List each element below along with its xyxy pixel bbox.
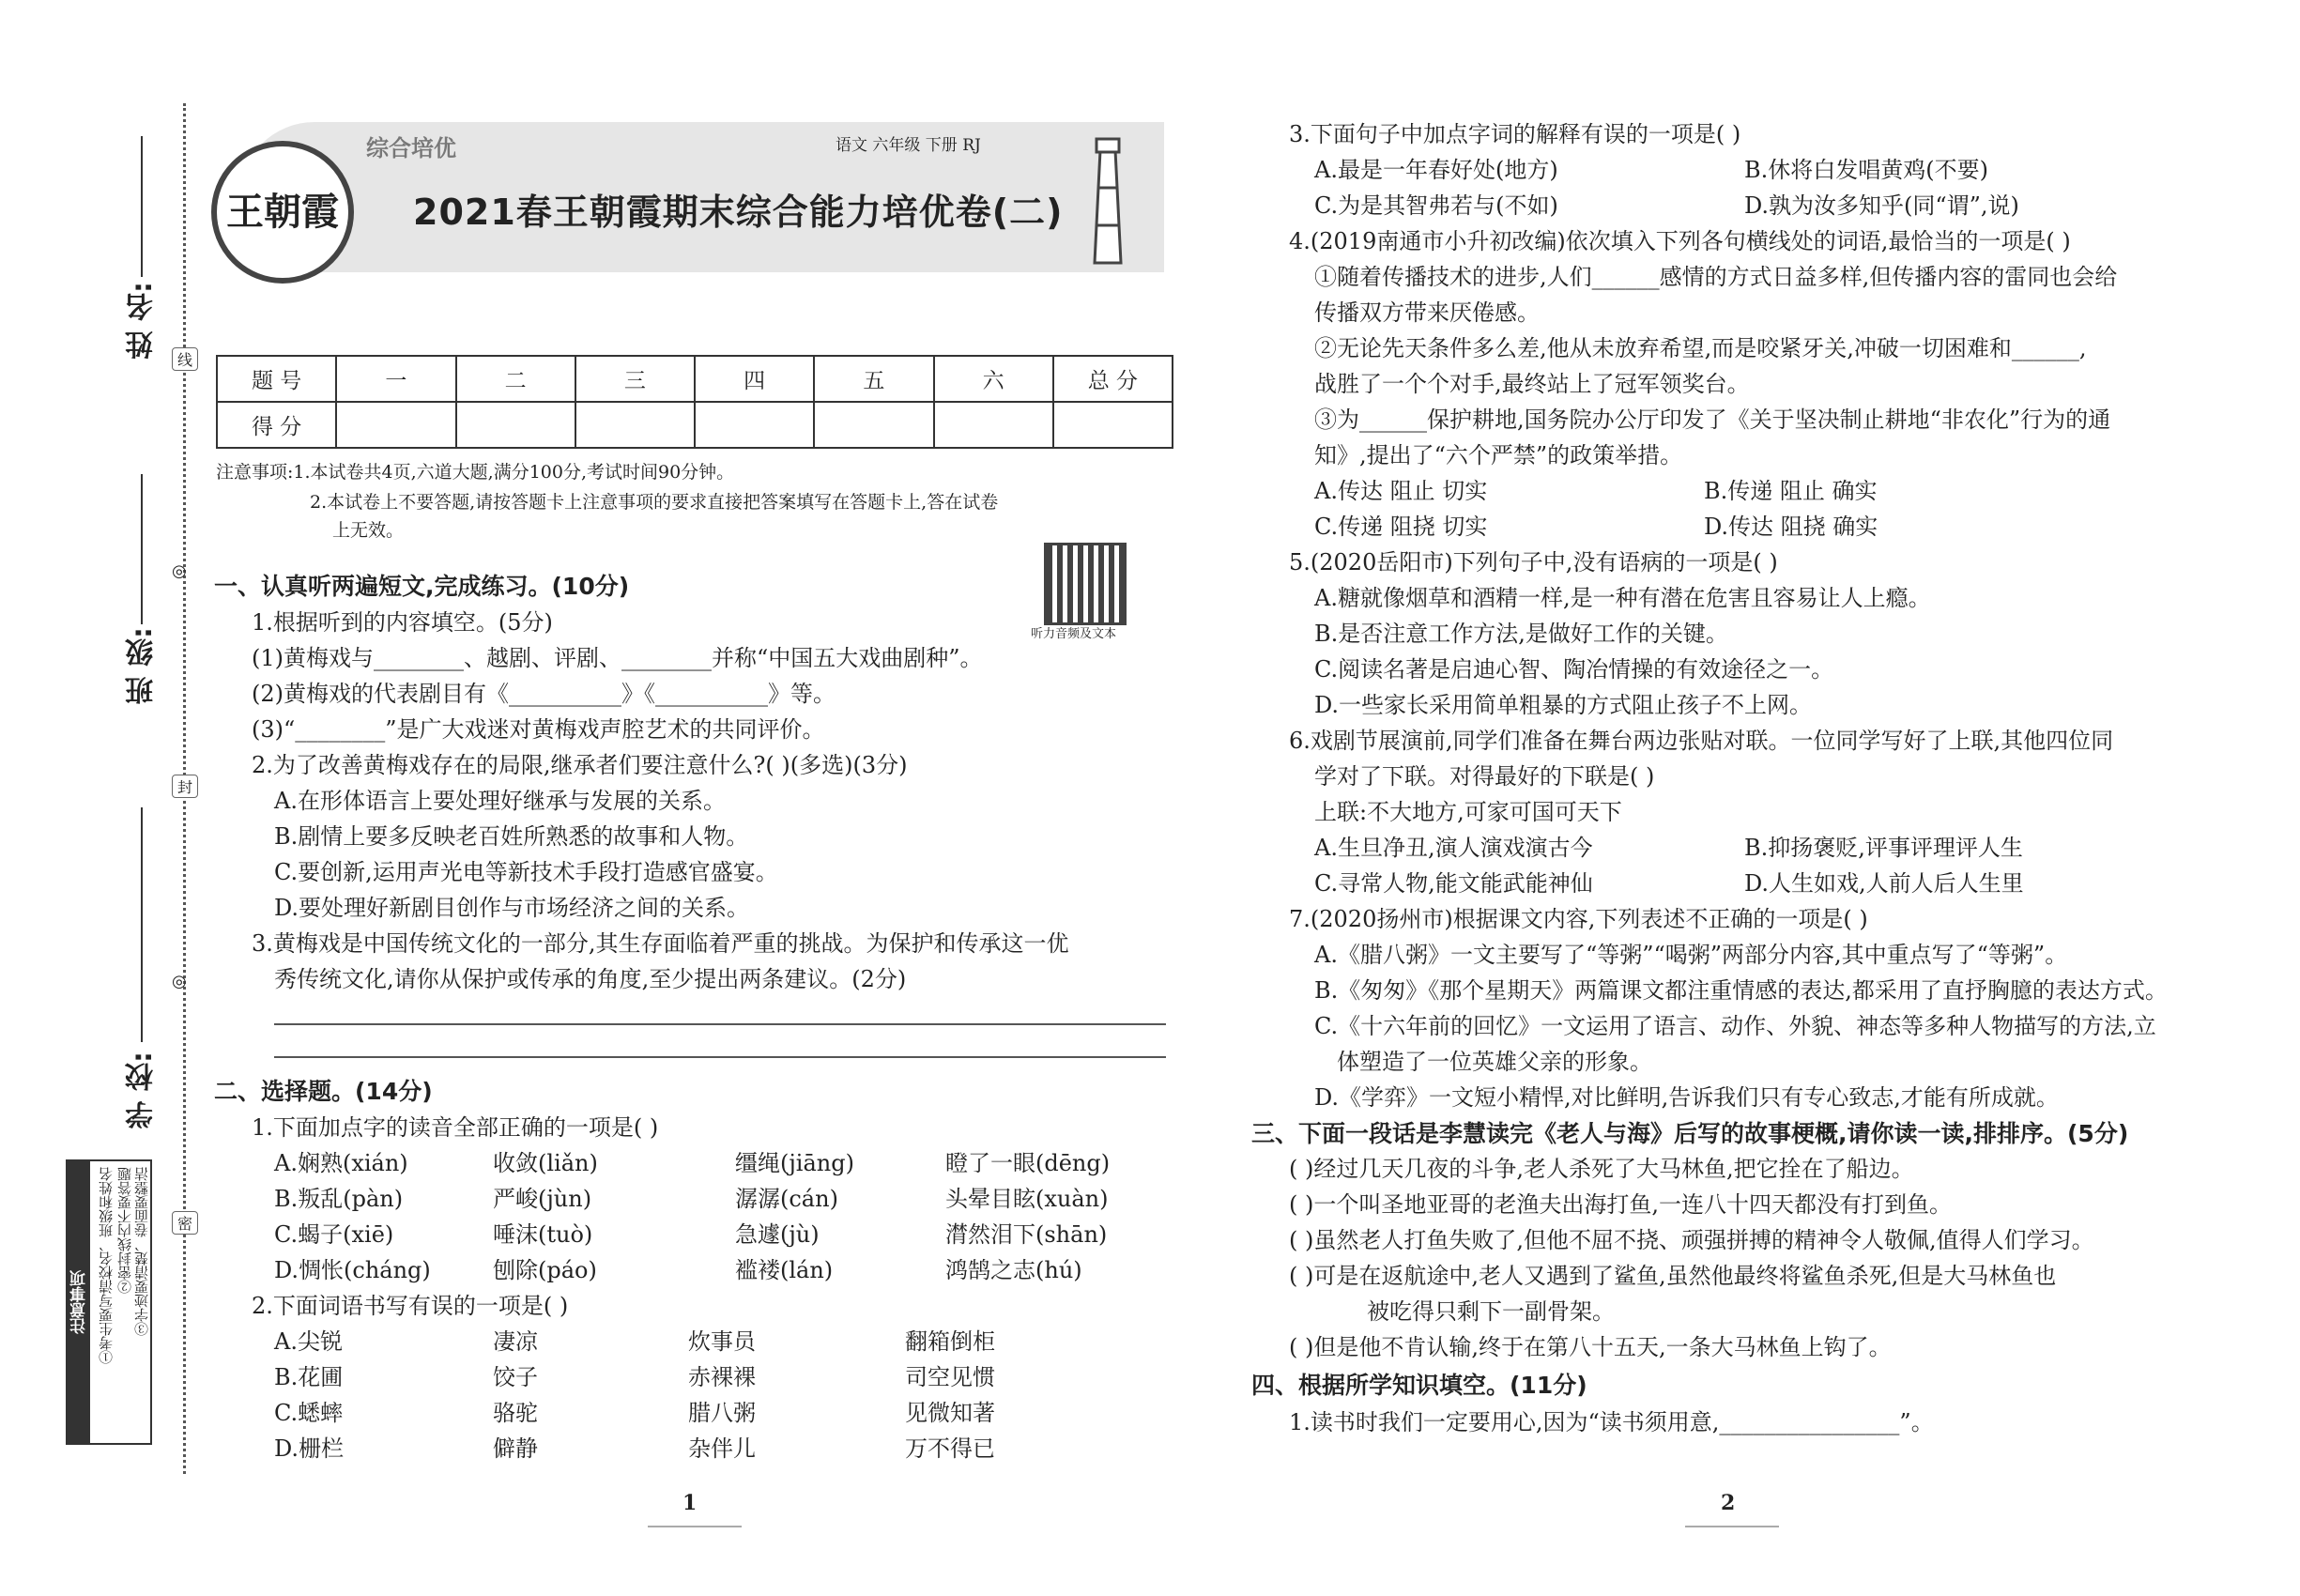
- score-input-cell[interactable]: [934, 402, 1053, 448]
- option-cell: C.寻常人物,能文能武能神仙: [1314, 870, 1593, 897]
- q6-upper-couplet: 上联:不大地方,可家可国可天下: [1314, 799, 1622, 825]
- option-cell: 瞪了一眼(dēng): [945, 1150, 1111, 1176]
- q5-option: B.是否注意工作方法,是做好工作的关键。: [1314, 621, 1728, 647]
- q6-line-2: 学对了下联。对得最好的下联是( ): [1314, 763, 1655, 790]
- score-input-cell[interactable]: [695, 402, 814, 448]
- option-cell: 见微知著: [905, 1400, 995, 1426]
- option-cell: 褴褛(lán): [735, 1257, 834, 1283]
- score-input-cell[interactable]: [814, 402, 933, 448]
- notes-line-1: 注意事项:1.本试卷共4页,六道大题,满分100分,考试时间90分钟。: [216, 462, 735, 483]
- section-2-title: 二、选择题。(14分): [214, 1078, 433, 1105]
- school-line[interactable]: [141, 807, 143, 1042]
- s1-q2-option: B.剧情上要多反映老百姓所熟悉的故事和人物。: [274, 823, 749, 850]
- option-cell: 翻箱倒柜: [905, 1328, 995, 1355]
- q5-option: C.阅读名著是启迪心智、陶冶情操的有效途径之一。: [1314, 656, 1834, 683]
- option-cell: D.栅栏: [274, 1435, 345, 1462]
- score-input-cell[interactable]: [1053, 402, 1173, 448]
- q5: 5.(2020岳阳市)下列句子中,没有语病的一项是( ): [1289, 549, 1778, 575]
- option-cell: 赤裸裸: [688, 1364, 756, 1390]
- option-cell: A.生旦净丑,演人演戏演古今: [1314, 835, 1593, 861]
- score-cell: 四: [695, 356, 814, 402]
- ordering-item-cont: 被吃得只剩下一副骨架。: [1367, 1298, 1615, 1325]
- q3: 3.下面句子中加点字词的解释有误的一项是( ): [1289, 121, 1741, 147]
- q7-option-cont: 体塑造了一位英雄父亲的形象。: [1337, 1049, 1652, 1075]
- notice-line: ①考生要写清校名、班级和姓名: [98, 1167, 115, 1364]
- notice-box: [66, 1159, 152, 1445]
- option-cell: D.孰为汝多知乎(同“谓”,说): [1744, 192, 2019, 219]
- score-table-score-row: [217, 402, 1173, 448]
- option-cell: B.花圃: [274, 1364, 344, 1390]
- section-3-title: 三、下面一段话是李慧读完《老人与海》后写的故事梗概,请你读一读,排排序。(5分): [1251, 1120, 2129, 1147]
- option-cell: D.人生如戏,人前人后人生里: [1744, 870, 2024, 897]
- qr-caption: 听力音频及文本: [1031, 627, 1117, 641]
- notes-line-2: 2.本试卷上不要答题,请按答题卡上注意事项的要求直接把答案填写在答题卡上,答在试卷: [310, 492, 999, 513]
- s1-q1-c: (3)“________”是广大戏迷对黄梅戏声腔艺术的共同评价。: [252, 716, 825, 743]
- class-line[interactable]: [141, 474, 143, 624]
- option-cell: 缰绳(jiāng): [735, 1150, 854, 1176]
- option-cell: C.蟋蟀: [274, 1400, 344, 1426]
- name-line[interactable]: [141, 136, 143, 277]
- binder-mark-secret: 密: [172, 1211, 198, 1235]
- page-number: 1: [682, 1491, 698, 1515]
- option-cell: A.传达 阻止 切实: [1314, 478, 1488, 504]
- option-cell: 头晕目眩(xuàn): [945, 1186, 1109, 1212]
- score-cell: 三: [575, 356, 695, 402]
- option-cell: 潺潺(cán): [735, 1186, 838, 1212]
- score-input-cell[interactable]: [456, 402, 575, 448]
- option-cell: A.最是一年春好处(地方): [1314, 157, 1558, 183]
- option-cell: 炊事员: [688, 1328, 756, 1355]
- option-cell: 唾沫(tuò): [493, 1221, 593, 1248]
- option-cell: C.传递 阻挠 切实: [1314, 514, 1488, 540]
- s1-q2-option: D.要处理好新剧目创作与市场经济之间的关系。: [274, 895, 750, 921]
- option-cell: 杂伴儿: [688, 1435, 756, 1462]
- section-tag: 综合培优: [366, 135, 456, 161]
- s1-q1-b: (2)黄梅戏的代表剧目有《__________》《__________》等。: [252, 681, 836, 707]
- option-cell: C.蝎子(xiē): [274, 1221, 394, 1248]
- option-cell: B.传递 阻止 确实: [1704, 478, 1878, 504]
- option-cell: 万不得已: [905, 1435, 995, 1462]
- s4-q1[interactable]: 1.读书时我们一定要用心,因为“读书须用意,________________”。: [1289, 1409, 1934, 1435]
- q5-option: A.糖就像烟草和酒精一样,是一种有潜在危害且容易让人上瘾。: [1314, 585, 1931, 611]
- school-label: 学 校:: [126, 1051, 159, 1129]
- ordering-item[interactable]: ( )但是他不肯认输,终于在第八十五天,一条大马林鱼上钩了。: [1289, 1334, 1892, 1360]
- score-cell: 总 分: [1053, 356, 1173, 402]
- paper-meta: 语文 六年级 下册 RJ: [836, 136, 981, 155]
- option-cell: 收敛(liǎn): [493, 1150, 598, 1176]
- q7-option: A.《腊八粥》一文主要写了“等粥”“喝粥”两部分内容,其中重点写了“等粥”。: [1314, 942, 2068, 968]
- binding-hole-icon: ◎: [172, 972, 187, 991]
- option-cell: B.休将白发唱黄鸡(不要): [1744, 157, 1988, 183]
- page-ornament: [648, 1526, 742, 1527]
- score-cell: 五: [814, 356, 933, 402]
- q4-sentence: 知》,提出了“六个严禁”的政策举措。: [1314, 442, 1683, 468]
- option-cell: 急遽(jù): [735, 1221, 820, 1248]
- ordering-item[interactable]: ( )经过几天几夜的斗争,老人杀死了大马林鱼,把它拴在了船边。: [1289, 1156, 1914, 1182]
- q7-option: B.《匆匆》《那个星期天》两篇课文都注重情感的表达,都采用了直抒胸臆的表达方式。: [1314, 977, 2168, 1004]
- notice-line: ②密封线内不要答题: [116, 1167, 133, 1294]
- lighthouse-icon: [1080, 131, 1136, 272]
- answer-line[interactable]: [274, 1056, 1166, 1058]
- option-cell: 僻静: [493, 1435, 538, 1462]
- binding-hole-icon: ◎: [172, 561, 187, 581]
- q7-option: C.《十六年前的回忆》一文运用了语言、动作、外貌、神态等多种人物描写的方法,立: [1314, 1013, 2156, 1039]
- option-cell: 饺子: [493, 1364, 538, 1390]
- q7-option: D.《学弈》一文短小精悍,对比鲜明,告诉我们只有专心致志,才能有所成就。: [1314, 1084, 2059, 1111]
- q6-line-1: 6.戏剧节展演前,同学们准备在舞台两边张贴对联。一位同学写好了上联,其他四位同: [1289, 728, 2114, 754]
- s1-q1-a: (1)黄梅戏与________、越剧、评剧、________并称“中国五大戏曲剧种”。: [252, 645, 983, 671]
- q4-sentence: 传播双方带来厌倦感。: [1314, 299, 1540, 326]
- notice-line: ③字迹要清楚、卷面要整洁: [133, 1167, 150, 1336]
- binder-mark-line: 线: [172, 347, 198, 371]
- notes-line-3: 上无效。: [332, 520, 405, 541]
- answer-line[interactable]: [274, 1023, 1166, 1025]
- option-cell: C.为是其智弗若与(不如): [1314, 192, 1558, 219]
- option-cell: 严峻(jùn): [493, 1186, 592, 1212]
- page-number: 2: [1721, 1491, 1736, 1515]
- q4-sentence: ①随着传播技术的进步,人们______感情的方式日益多样,但传播内容的雷同也会给: [1314, 264, 2118, 290]
- score-cell: 一: [336, 356, 455, 402]
- ordering-item[interactable]: ( )一个叫圣地亚哥的老渔夫出海打鱼,一连八十四天都没有打到鱼。: [1289, 1191, 1952, 1218]
- s2-q2: 2.下面词语书写有误的一项是( ): [252, 1293, 569, 1319]
- class-label: 班 级:: [126, 627, 159, 705]
- score-cell: 题 号: [217, 356, 336, 402]
- s1-q3-line-2: 秀传统文化,请你从保护或传承的角度,至少提出两条建议。(2分): [274, 966, 907, 992]
- option-cell: 司空见惯: [905, 1364, 995, 1390]
- page-ornament: [1685, 1526, 1779, 1527]
- score-input-cell[interactable]: [336, 402, 455, 448]
- option-cell: A.娴熟(xián): [274, 1150, 408, 1176]
- q4-sentence: ②无论先天条件多么差,他从未放弃希望,而是咬紧牙关,冲破一切困难和______,: [1314, 335, 2087, 361]
- option-cell: 潸然泪下(shān): [945, 1221, 1108, 1248]
- option-cell: 腊八粥: [688, 1400, 756, 1426]
- qr-code[interactable]: [1044, 543, 1127, 625]
- option-cell: 骆驼: [493, 1400, 538, 1426]
- option-cell: A.尖锐: [274, 1328, 343, 1355]
- q7: 7.(2020扬州市)根据课文内容,下列表述不正确的一项是( ): [1289, 906, 1868, 932]
- option-cell: D.惆怅(cháng): [274, 1257, 431, 1283]
- q4: 4.(2019南通市小升初改编)依次填入下列各句横线处的词语,最恰当的一项是( ): [1289, 228, 2071, 254]
- option-cell: D.传达 阻挠 确实: [1704, 514, 1878, 540]
- notice-title: 注意事项: [68, 1161, 90, 1443]
- ordering-item[interactable]: ( )虽然老人打鱼失败了,但他不屈不挠、顽强拼搏的精神令人敬佩,值得人们学习。: [1289, 1227, 2094, 1253]
- name-label: 姓 名:: [126, 282, 159, 360]
- option-cell: 鸿鹄之志(hú): [945, 1257, 1082, 1283]
- q4-sentence: ③为______保护耕地,国务院办公厅印发了《关于坚决制止耕地“非农化”行为的通: [1314, 407, 2111, 433]
- score-input-cell[interactable]: [575, 402, 695, 448]
- s1-q1: 1.根据听到的内容填空。(5分): [252, 609, 553, 636]
- s2-q1: 1.下面加点字的读音全部正确的一项是( ): [252, 1114, 659, 1141]
- s1-q2-option: A.在形体语言上要处理好继承与发展的关系。: [274, 788, 726, 814]
- score-table: [216, 355, 1173, 449]
- q4-sentence: 战胜了一个个对手,最终站上了冠军领奖台。: [1314, 371, 1750, 397]
- s1-q3-line-1: 3.黄梅戏是中国传统文化的一部分,其生存面临着严重的挑战。为保护和传承这一优: [252, 930, 1069, 957]
- brand-logo: 王朝霞: [211, 141, 354, 284]
- s1-q2: 2.为了改善黄梅戏存在的局限,继承者们要注意什么?( )(多选)(3分): [252, 752, 908, 778]
- score-cell: 六: [934, 356, 1053, 402]
- score-cell: 二: [456, 356, 575, 402]
- binder-mark-seal: 封: [172, 775, 198, 798]
- s1-q2-option: C.要创新,运用声光电等新技术手段打造感官盛宴。: [274, 859, 778, 885]
- paper-title: 2021春王朝霞期末综合能力培优卷(二): [413, 192, 1064, 233]
- option-cell: B.抑扬褒贬,评事评理评人生: [1744, 835, 2023, 861]
- option-cell: 凄凉: [493, 1328, 538, 1355]
- section-4-title: 四、根据所学知识填空。(11分): [1251, 1372, 1587, 1399]
- score-table-header-row: [217, 356, 1173, 402]
- option-cell: 刨除(páo): [493, 1257, 597, 1283]
- option-cell: B.叛乱(pàn): [274, 1186, 404, 1212]
- section-1-title: 一、认真听两遍短文,完成练习。(10分): [214, 573, 630, 600]
- q5-option: D.一些家长采用简单粗暴的方式阻止孩子不上网。: [1314, 692, 1813, 718]
- ordering-item[interactable]: ( )可是在返航途中,老人又遇到了鲨鱼,虽然他最终将鲨鱼杀死,但是大马林鱼也: [1289, 1263, 2057, 1289]
- score-row-label: 得 分: [217, 402, 336, 448]
